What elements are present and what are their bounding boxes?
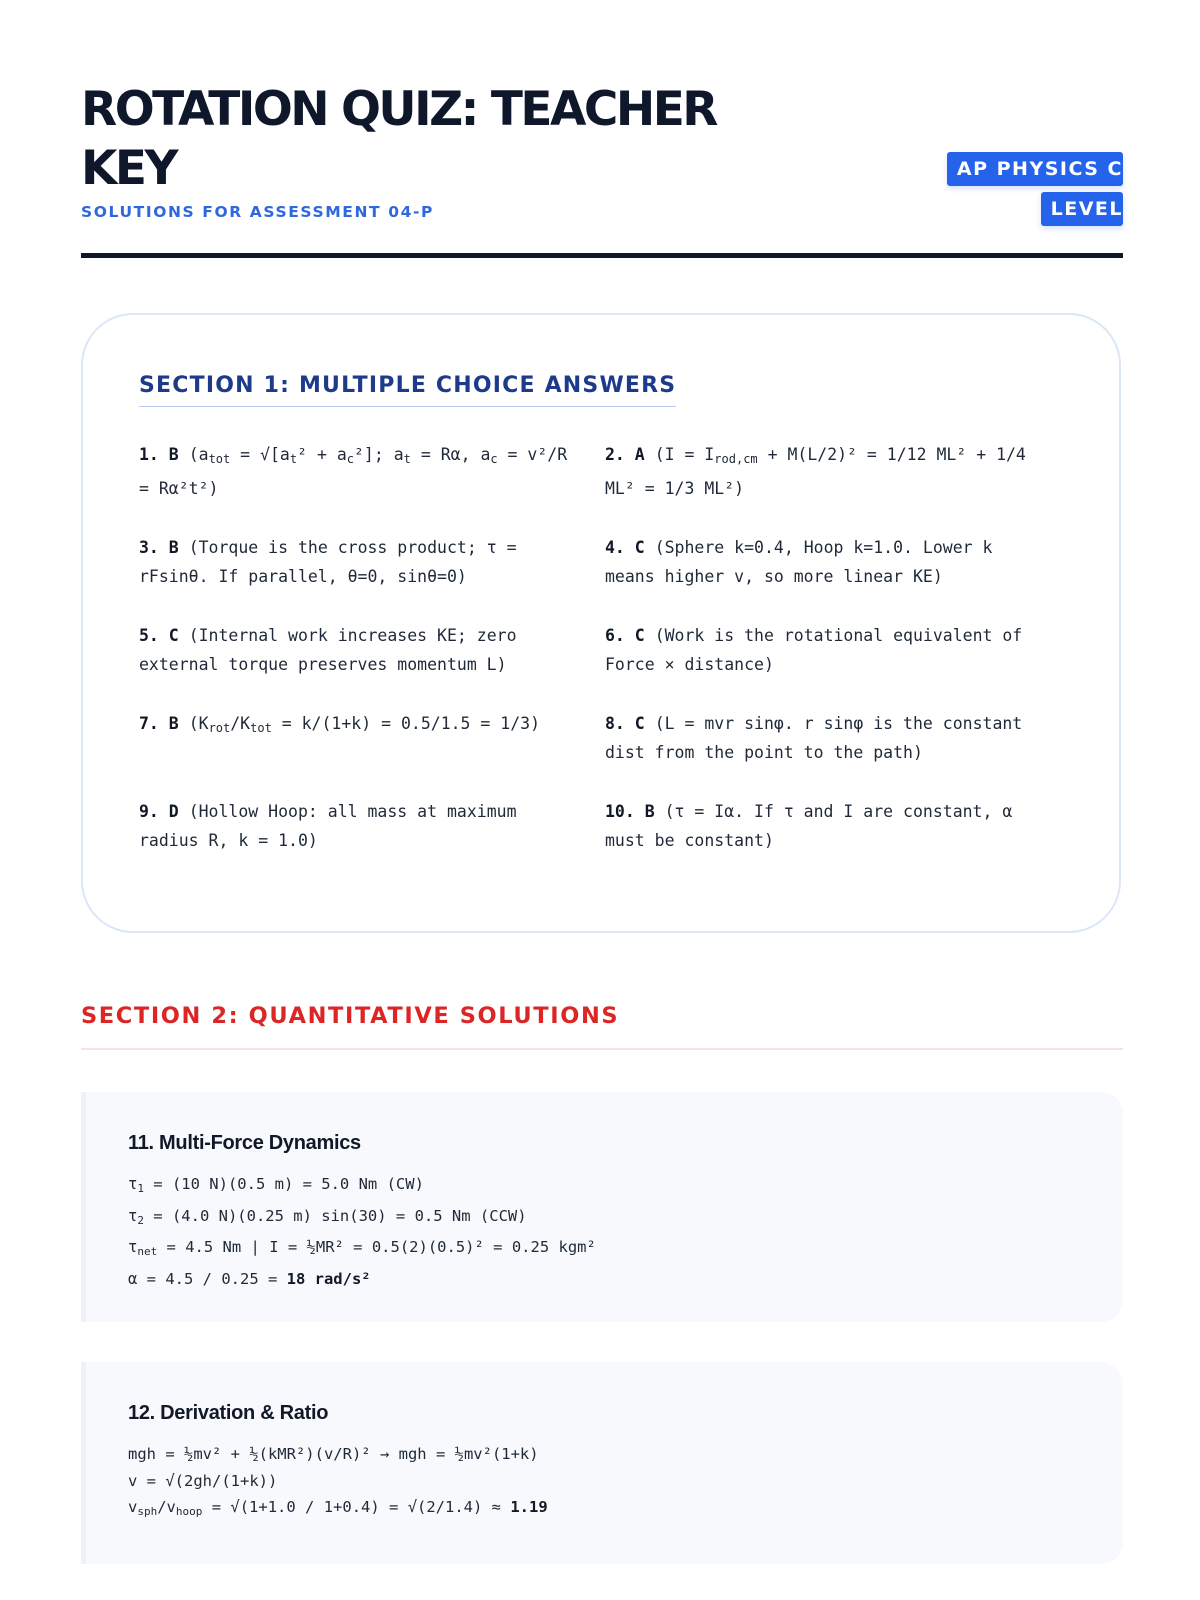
solution-card-12 [81,1362,1123,1564]
section-2-divider [81,1048,1123,1050]
mc-answer-explanation: (L = mvr sinφ. r sinφ is the constant dist from the point to the path) [605,714,1023,762]
mc-answer-10 [605,797,1049,855]
mc-answer-6 [605,621,1049,679]
mc-answer-5 [139,621,605,679]
solution-title: 12. Derivation & Ratio [128,1402,329,1424]
solution-line: $\tau_2 = (4.0$ N)(0.25 m) sin(30) = 0.5 Nm (CCW) [128,1206,527,1227]
mc-answer-9 [139,797,605,855]
mc-answer-3 [139,533,605,591]
solution-line: $\tau_1 = (10$ N)(0.5 m) = 5.0 Nm (CW) [128,1175,424,1195]
section-2-heading: SECTION 2: QUANTITATIVE SOLUTIONS [81,1003,620,1029]
mc-answer-key: 5. C [139,626,179,645]
mc-answer-key: 2. A [605,445,645,464]
solution-steps [128,1171,596,1292]
mc-answer-explanation: ($I = I_{rod,cm} + M(L/2)^2 = 1/12$ ML² + 1/4 ML² = 1/3 ML²) [605,445,1026,498]
answer-key-page [81,0,1123,1518]
mc-answer-key: 6. C [605,626,645,645]
mc-answer-7 [139,709,605,767]
solution-line: v = √(2gh/(1+k)) [128,1471,278,1490]
mc-answer-explanation: (Torque is the cross product; τ = rFsinθ. If parallel, θ=0, sinθ=0) [139,538,517,586]
solution-steps [128,1441,548,1526]
solution-line: α = 4.5 / 0.25 = 18 rad/s² [128,1269,371,1288]
solution-card-11 [81,1092,1123,1322]
solution-title: 11. Multi-Force Dynamics [128,1132,361,1154]
page-header [81,0,1123,258]
mc-answer-8 [605,709,1049,767]
solution-line: $\tau_{net} = 4.5$ Nm | I = ½MR² = 0.5(2)(0.5)² = 0.25 kgm² [128,1238,596,1258]
multiple-choice-answer-list [139,440,1049,855]
mc-answer-explanation: ($a_{tot} = √[a_t^2 + a_c^2]$; $a_t = R\alpha$, $a_c = v^2/R = R\alpha^2t^2$) [139,445,568,498]
mc-answer-4 [605,533,1049,591]
mc-answer-key: 3. B [139,538,179,557]
mc-answer-key: 1. B [139,445,179,464]
mc-answer-explanation: (Hollow Hoop: all mass at maximum radius R, k = 1.0) [139,802,517,850]
solution-line: $v_{sph}/v_{hoop} = √(1+1.0 / 1+0.4) = √(2/1.4) \approx 1.19$ [128,1498,548,1518]
page-subtitle: SOLUTIONS FOR ASSESSMENT 04-P [81,203,434,221]
mc-answer-1 [139,440,605,503]
level-badge [945,149,1123,229]
page-title: ROTATION QUIZ: TEACHER KEY [81,82,716,196]
mc-answer-key: 9. D [139,802,179,821]
mc-answer-key: 4. C [605,538,645,557]
mc-answer-explanation: (Work is the rotational equivalent of Force × distance) [605,626,1023,674]
mc-answer-key: 8. C [605,714,645,733]
mc-answer-key: 10. B [605,802,655,821]
solution-line: mgh = ½mv² + ½(kMR²)(v/R)² → mgh = ½mv²(1+k) [128,1445,539,1463]
section-1-heading: SECTION 1: MULTIPLE CHOICE ANSWERS [139,373,676,407]
mc-answer-explanation: (Sphere k=0.4, Hoop k=1.0. Lower k means higher v, so more linear KE) [605,538,993,586]
header-divider [81,253,1123,258]
mc-answer-explanation: (Internal work increases KE; zero external torque preserves momentum L) [139,626,517,674]
level-badge-text: AP PHYSICS C LEVEL [947,152,1123,226]
mc-answer-explanation: (τ = Iα. If τ and I are constant, α must be constant) [605,802,1013,850]
mc-answer-2 [605,440,1049,503]
mc-answer-key: 7. B [139,714,179,733]
mc-answer-explanation: $(K_{rot}/K_{tot} = k/(1+k) = 0.5/1.5 = 1/3)$ [188,714,541,735]
multiple-choice-card [81,313,1121,933]
